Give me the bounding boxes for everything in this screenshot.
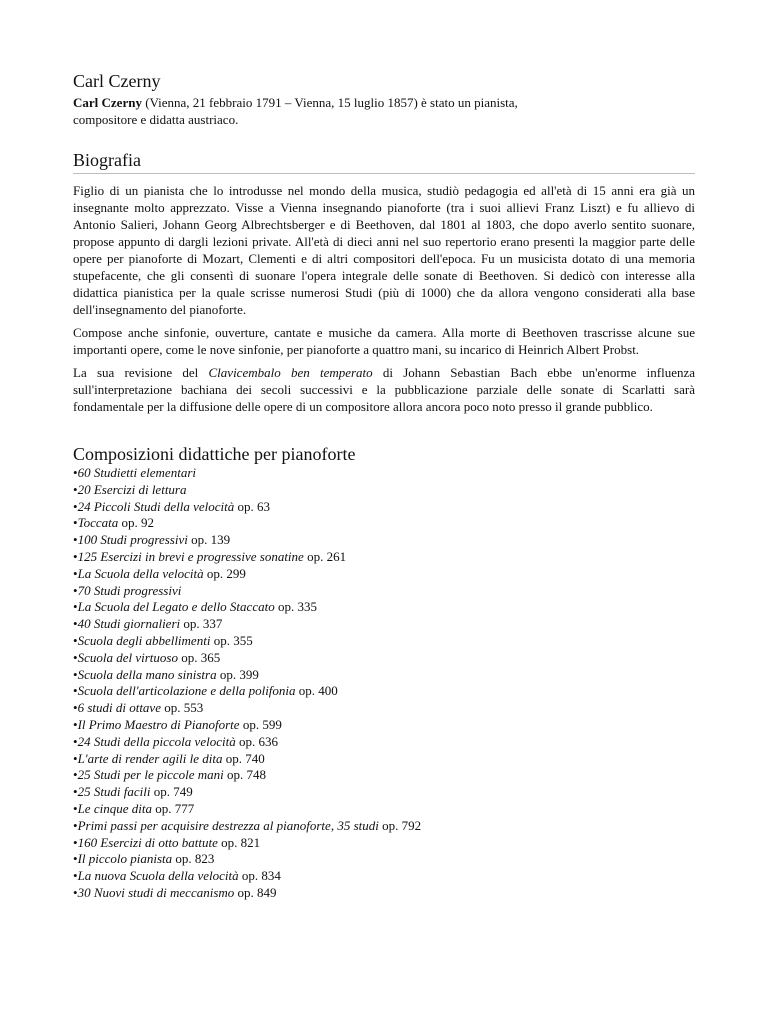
composition-opus: op. 599 — [239, 716, 282, 732]
bullet-icon: • — [73, 834, 78, 850]
document-page — [73, 70, 695, 902]
composition-opus: op. 399 — [216, 666, 259, 682]
bullet-icon: • — [73, 767, 78, 783]
composition-title: Primi passi per acquisire destrezza al pianoforte, 35 studi — [77, 817, 379, 833]
composition-title: Il piccolo pianista — [77, 851, 173, 867]
composition-item — [73, 532, 695, 549]
intro-paragraph — [73, 94, 543, 128]
composition-opus: op. 139 — [187, 532, 231, 548]
composition-title: Il Primo Maestro di Pianoforte — [77, 716, 240, 732]
composition-item — [73, 851, 695, 868]
composition-opus: op. 335 — [274, 599, 317, 615]
composition-opus: op. 849 — [234, 884, 277, 900]
biography-paragraph-2: Compose anche sinfonie, ouverture, cantate e musiche da camera. Alla morte di Beethoven trascrisse alcune sue importanti opere, come le nove sinfonie, per pianoforte a quattro mani, su incarico di Heinrich Albert Probst. — [73, 325, 695, 357]
bullet-icon: • — [73, 716, 78, 732]
composition-opus: op. 834 — [238, 868, 281, 884]
intro-text: (Vienna, 21 febbraio 1791 – Vienna, 15 luglio 1857) è stato un pianista, compositore e didatta austriaco. — [73, 95, 518, 127]
bullet-icon: • — [73, 465, 78, 480]
composition-item — [73, 734, 695, 751]
bullet-icon: • — [73, 884, 78, 900]
composition-item — [73, 700, 695, 717]
biography-paragraph-1: Figlio di un pianista che lo introdusse nel mondo della musica, studiò pedagogia ed all'età di 15 anni era già un insegnante molto apprezzato. Visse a Vienna insegnando pianoforte (tra i suoi allievi Franz Liszt) e fu allievo di Antonio Salieri, Johann Georg Albrechtsberger e di Beethoven, dal 1801 al 1803, che dopo averlo sentito suonare, propose appunto di dargli lezioni private. All'età di dieci anni nel suo repertorio erano presenti la maggior parte delle opere per pianoforte di Mozart, Clementi e di altri compositori dell'epoca. Fu un musicista dotato di una memoria stupefacente, che gli consentì di suonare l'opera integrale delle sonate di Beethoven. Si dedicò con interesse alla didattica pianistica per la quale scrisse numerosi Studi (più di 1000) che da allora vengono considerati alla base dell'insegnamento del pianoforte. — [73, 183, 695, 317]
composition-item — [73, 633, 695, 650]
p3-text-before: La sua revisione del — [73, 365, 209, 380]
composition-item — [73, 599, 695, 616]
composition-opus: op. 749 — [150, 784, 193, 800]
bullet-icon: • — [73, 599, 78, 615]
composition-item — [73, 868, 695, 885]
composition-item — [73, 801, 695, 818]
composition-opus: op. 63 — [234, 498, 270, 514]
composition-item — [73, 717, 695, 734]
composition-opus: op. 261 — [303, 548, 347, 564]
composition-item — [73, 835, 695, 852]
bullet-icon: • — [73, 532, 78, 548]
composition-opus: op. 92 — [118, 515, 155, 531]
bullet-icon: • — [73, 632, 78, 648]
composition-title: 100 Studi progressivi — [77, 532, 188, 548]
composition-item — [73, 499, 695, 516]
composition-title: La nuova Scuola della velocità — [77, 868, 239, 884]
biography-paragraph-3 — [73, 364, 695, 415]
bullet-icon: • — [73, 733, 78, 749]
composition-title: 125 Esercizi in brevi e progressive sonatine — [77, 548, 304, 564]
composition-opus: op. 636 — [235, 733, 278, 749]
bullet-icon: • — [73, 582, 78, 598]
composition-opus: op. 823 — [172, 851, 215, 867]
compositions-heading: Composizioni didattiche per pianoforte — [73, 444, 356, 464]
composition-opus: op. 299 — [203, 565, 246, 581]
composition-title: 6 studi di ottave — [77, 700, 161, 716]
composition-item — [73, 683, 695, 700]
composition-opus: op. 792 — [378, 817, 422, 833]
bullet-icon: • — [73, 750, 78, 766]
p3-italic-title: Clavicembalo ben temperato — [208, 365, 373, 380]
composition-opus: op. 821 — [217, 834, 261, 850]
intro-name: Carl Czerny — [73, 95, 142, 110]
composition-item — [73, 650, 695, 667]
bullet-icon: • — [73, 616, 78, 632]
composition-opus: op. 355 — [210, 632, 253, 648]
compositions-list — [73, 465, 695, 902]
composition-item — [73, 767, 695, 784]
composition-opus: op. 553 — [160, 700, 204, 716]
bullet-icon: • — [73, 784, 78, 800]
bullet-icon: • — [73, 649, 78, 665]
bullet-icon: • — [73, 666, 78, 682]
bullet-icon: • — [73, 481, 78, 497]
p3-text-after: di Johann Sebastian Bach ebbe un'enorme influenza sull'interpretazione bachiana dei secoli successivi e la pubblicazione parziale delle sonate di Scarlatti sarà fondamentale per la diffusione delle opere di un compositore allora ancora poco noto presso il grande pubblico. — [73, 365, 696, 414]
composition-title: 20 Esercizi di lettura — [77, 481, 187, 497]
composition-title: Scuola degli abbellimenti — [77, 632, 211, 648]
composition-title: 160 Esercizi di otto battute — [77, 834, 218, 850]
composition-title: 25 Studi facili — [77, 784, 151, 800]
composition-title: La Scuola della velocità — [77, 565, 204, 581]
bullet-icon: • — [73, 515, 78, 531]
composition-item — [73, 818, 695, 835]
composition-item — [73, 566, 695, 583]
bullet-icon: • — [73, 800, 78, 816]
composition-opus: op. 337 — [180, 616, 223, 632]
composition-item — [73, 667, 695, 684]
composition-item — [73, 465, 695, 482]
composition-title: 24 Studi della piccola velocità — [77, 733, 236, 749]
bullet-icon: • — [73, 683, 78, 699]
composition-item — [73, 616, 695, 633]
composition-title: Scuola della mano sinistra — [77, 666, 217, 682]
composition-opus: op. 748 — [223, 767, 267, 783]
composition-opus: op. 365 — [177, 649, 221, 665]
bullet-icon: • — [73, 851, 78, 867]
composition-item — [73, 549, 695, 566]
composition-title: Scuola del virtuoso — [77, 649, 178, 665]
composition-title: 30 Nuovi studi di meccanismo — [77, 884, 235, 900]
composition-item — [73, 885, 695, 902]
composition-title: 60 Studietti elementari — [77, 465, 196, 480]
bullet-icon: • — [73, 817, 78, 833]
composition-title: 25 Studi per le piccole mani — [77, 767, 224, 783]
composition-item — [73, 784, 695, 801]
composition-title: 70 Studi progressivi — [77, 582, 182, 598]
bullet-icon: • — [73, 868, 78, 884]
composition-item — [73, 515, 695, 532]
composition-opus: op. 400 — [295, 683, 338, 699]
composition-title: Scuola dell'articolazione e della polifonia — [77, 683, 296, 699]
biography-heading: Biografia — [73, 149, 695, 174]
composition-title: L'arte di render agili le dita — [77, 750, 223, 766]
composition-item — [73, 583, 695, 600]
composition-opus: op. 740 — [222, 750, 265, 766]
composition-title: La Scuola del Legato e dello Staccato — [77, 599, 275, 615]
composition-title: 40 Studi giornalieri — [77, 616, 181, 632]
composition-title: Le cinque dita — [77, 800, 152, 816]
composition-title: Toccata — [77, 515, 119, 531]
composition-opus: op. 777 — [151, 800, 195, 816]
composition-item — [73, 751, 695, 768]
bullet-icon: • — [73, 498, 78, 514]
biography-section — [73, 182, 695, 415]
bullet-icon: • — [73, 548, 78, 564]
page-title: Carl Czerny — [73, 71, 161, 91]
composition-item — [73, 482, 695, 499]
bullet-icon: • — [73, 700, 78, 716]
bullet-icon: • — [73, 565, 78, 581]
composition-title: 24 Piccoli Studi della velocità — [77, 498, 235, 514]
